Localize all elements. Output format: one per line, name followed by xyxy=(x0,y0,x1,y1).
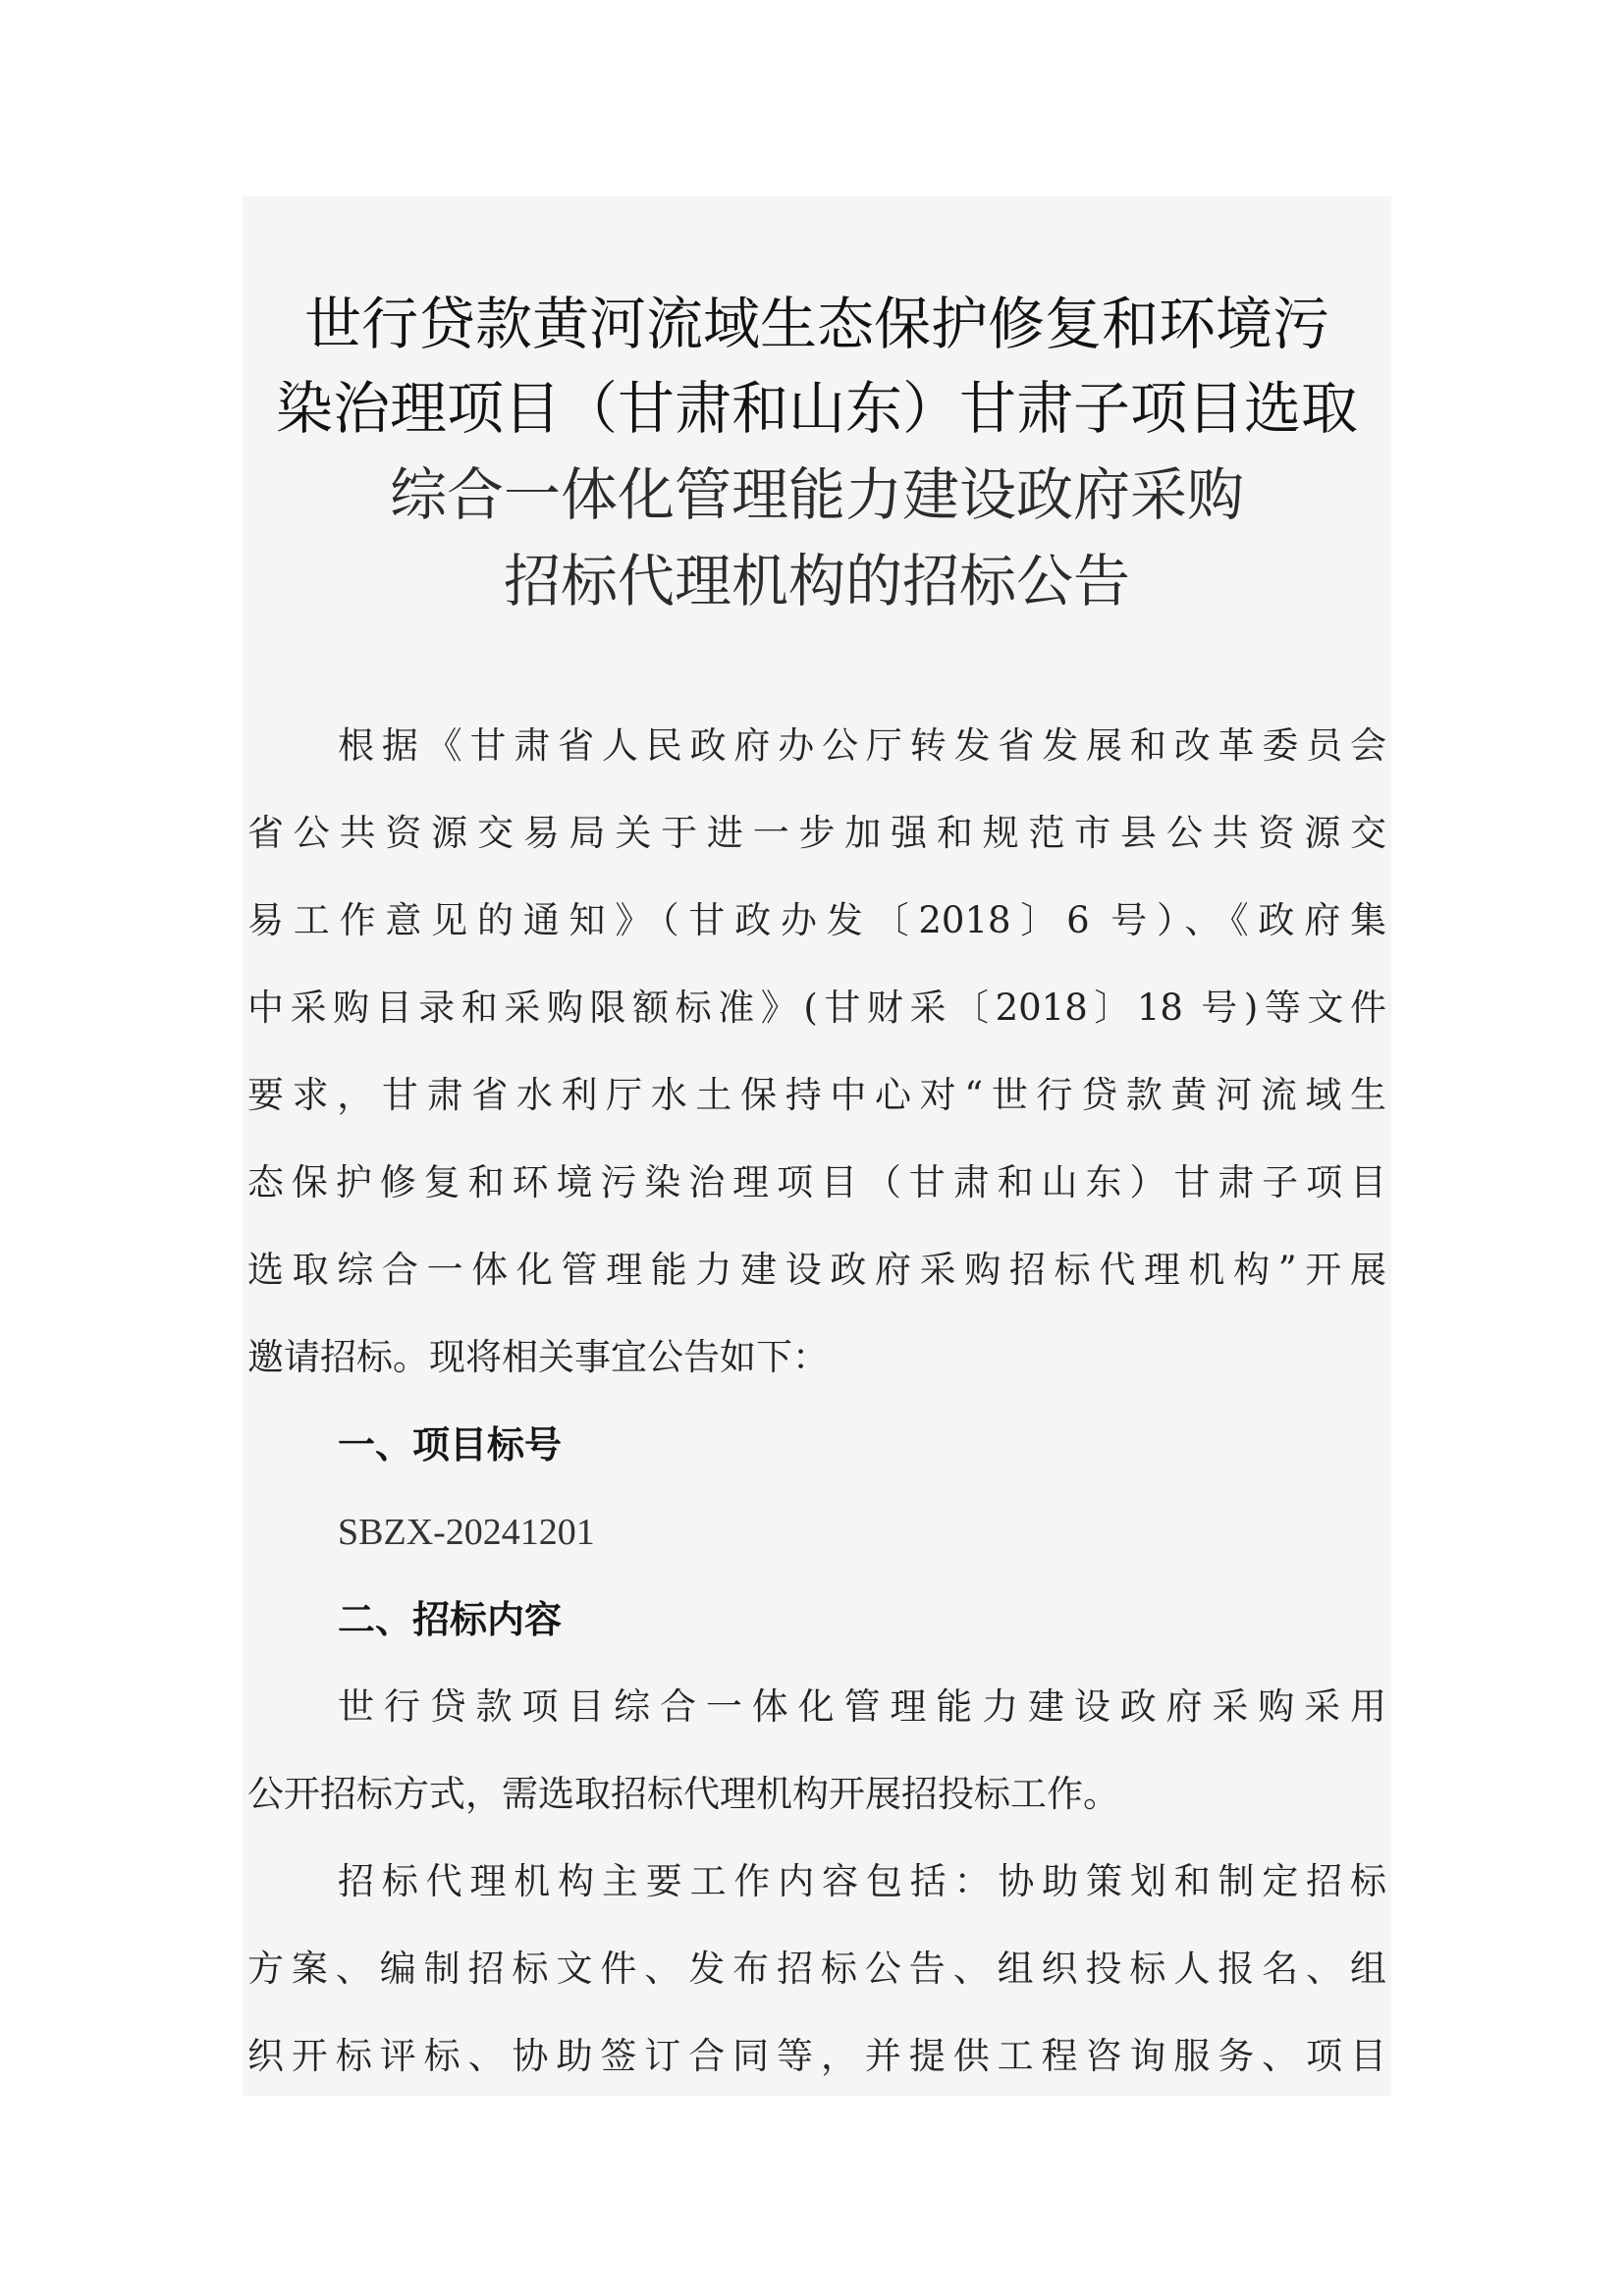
intro-paragraph-line: 省公共资源交易局关于进一步加强和规范市县公共资源交 xyxy=(247,812,1386,854)
section-2-paragraph-line: 方案、编制招标文件、发布招标公告、组织投标人报名、组 xyxy=(247,1948,1386,1990)
section-2-heading: 二、招标内容 xyxy=(338,1598,563,1641)
section-2-paragraph-line: 世行贷款项目综合一体化管理能力建设政府采购采用 xyxy=(338,1685,1386,1728)
intro-paragraph-line: 邀请招标。现将相关事宜公告如下： xyxy=(247,1336,829,1378)
document-page xyxy=(243,196,1391,2096)
intro-paragraph-line: 根据《甘肃省人民政府办公厅转发省发展和改革委员会 xyxy=(338,724,1386,767)
intro-paragraph-line: 选取综合一体化管理能力建设政府采购招标代理机构”开展 xyxy=(247,1249,1386,1291)
project-code: SBZX-20241201 xyxy=(338,1512,595,1553)
document-title-line-1: 世行贷款黄河流域生态保护修复和环境污 xyxy=(303,291,1329,357)
section-2-paragraph-line: 公开招标方式，需选取招标代理机构开展招投标工作。 xyxy=(247,1773,1119,1815)
intro-paragraph-line: 态保护修复和环境污染治理项目（甘肃和山东）甘肃子项目 xyxy=(247,1161,1386,1203)
intro-paragraph-line: 要求，甘肃省水利厅水土保持中心对“世行贷款黄河流域生 xyxy=(247,1074,1386,1116)
document-title-line-3: 综合一体化管理能力建设政府采购 xyxy=(389,461,1244,528)
document-title-line-4: 招标代理机构的招标公告 xyxy=(503,548,1130,614)
intro-paragraph-line: 中采购目录和采购限额标准》(甘财采〔2018〕18 号)等文件 xyxy=(247,987,1386,1029)
intro-paragraph-line: 易工作意见的通知》（甘政办发〔2018〕6 号）、《政府集 xyxy=(247,899,1386,941)
document-title-line-2: 染治理项目（甘肃和山东）甘肃子项目选取 xyxy=(275,375,1358,442)
section-1-heading: 一、项目标号 xyxy=(338,1423,563,1467)
section-2-paragraph-line: 织开标评标、协助签订合同等，并提供工程咨询服务、项目 xyxy=(247,2035,1386,2077)
section-2-paragraph-line: 招标代理机构主要工作内容包括：协助策划和制定招标 xyxy=(338,1860,1386,1902)
